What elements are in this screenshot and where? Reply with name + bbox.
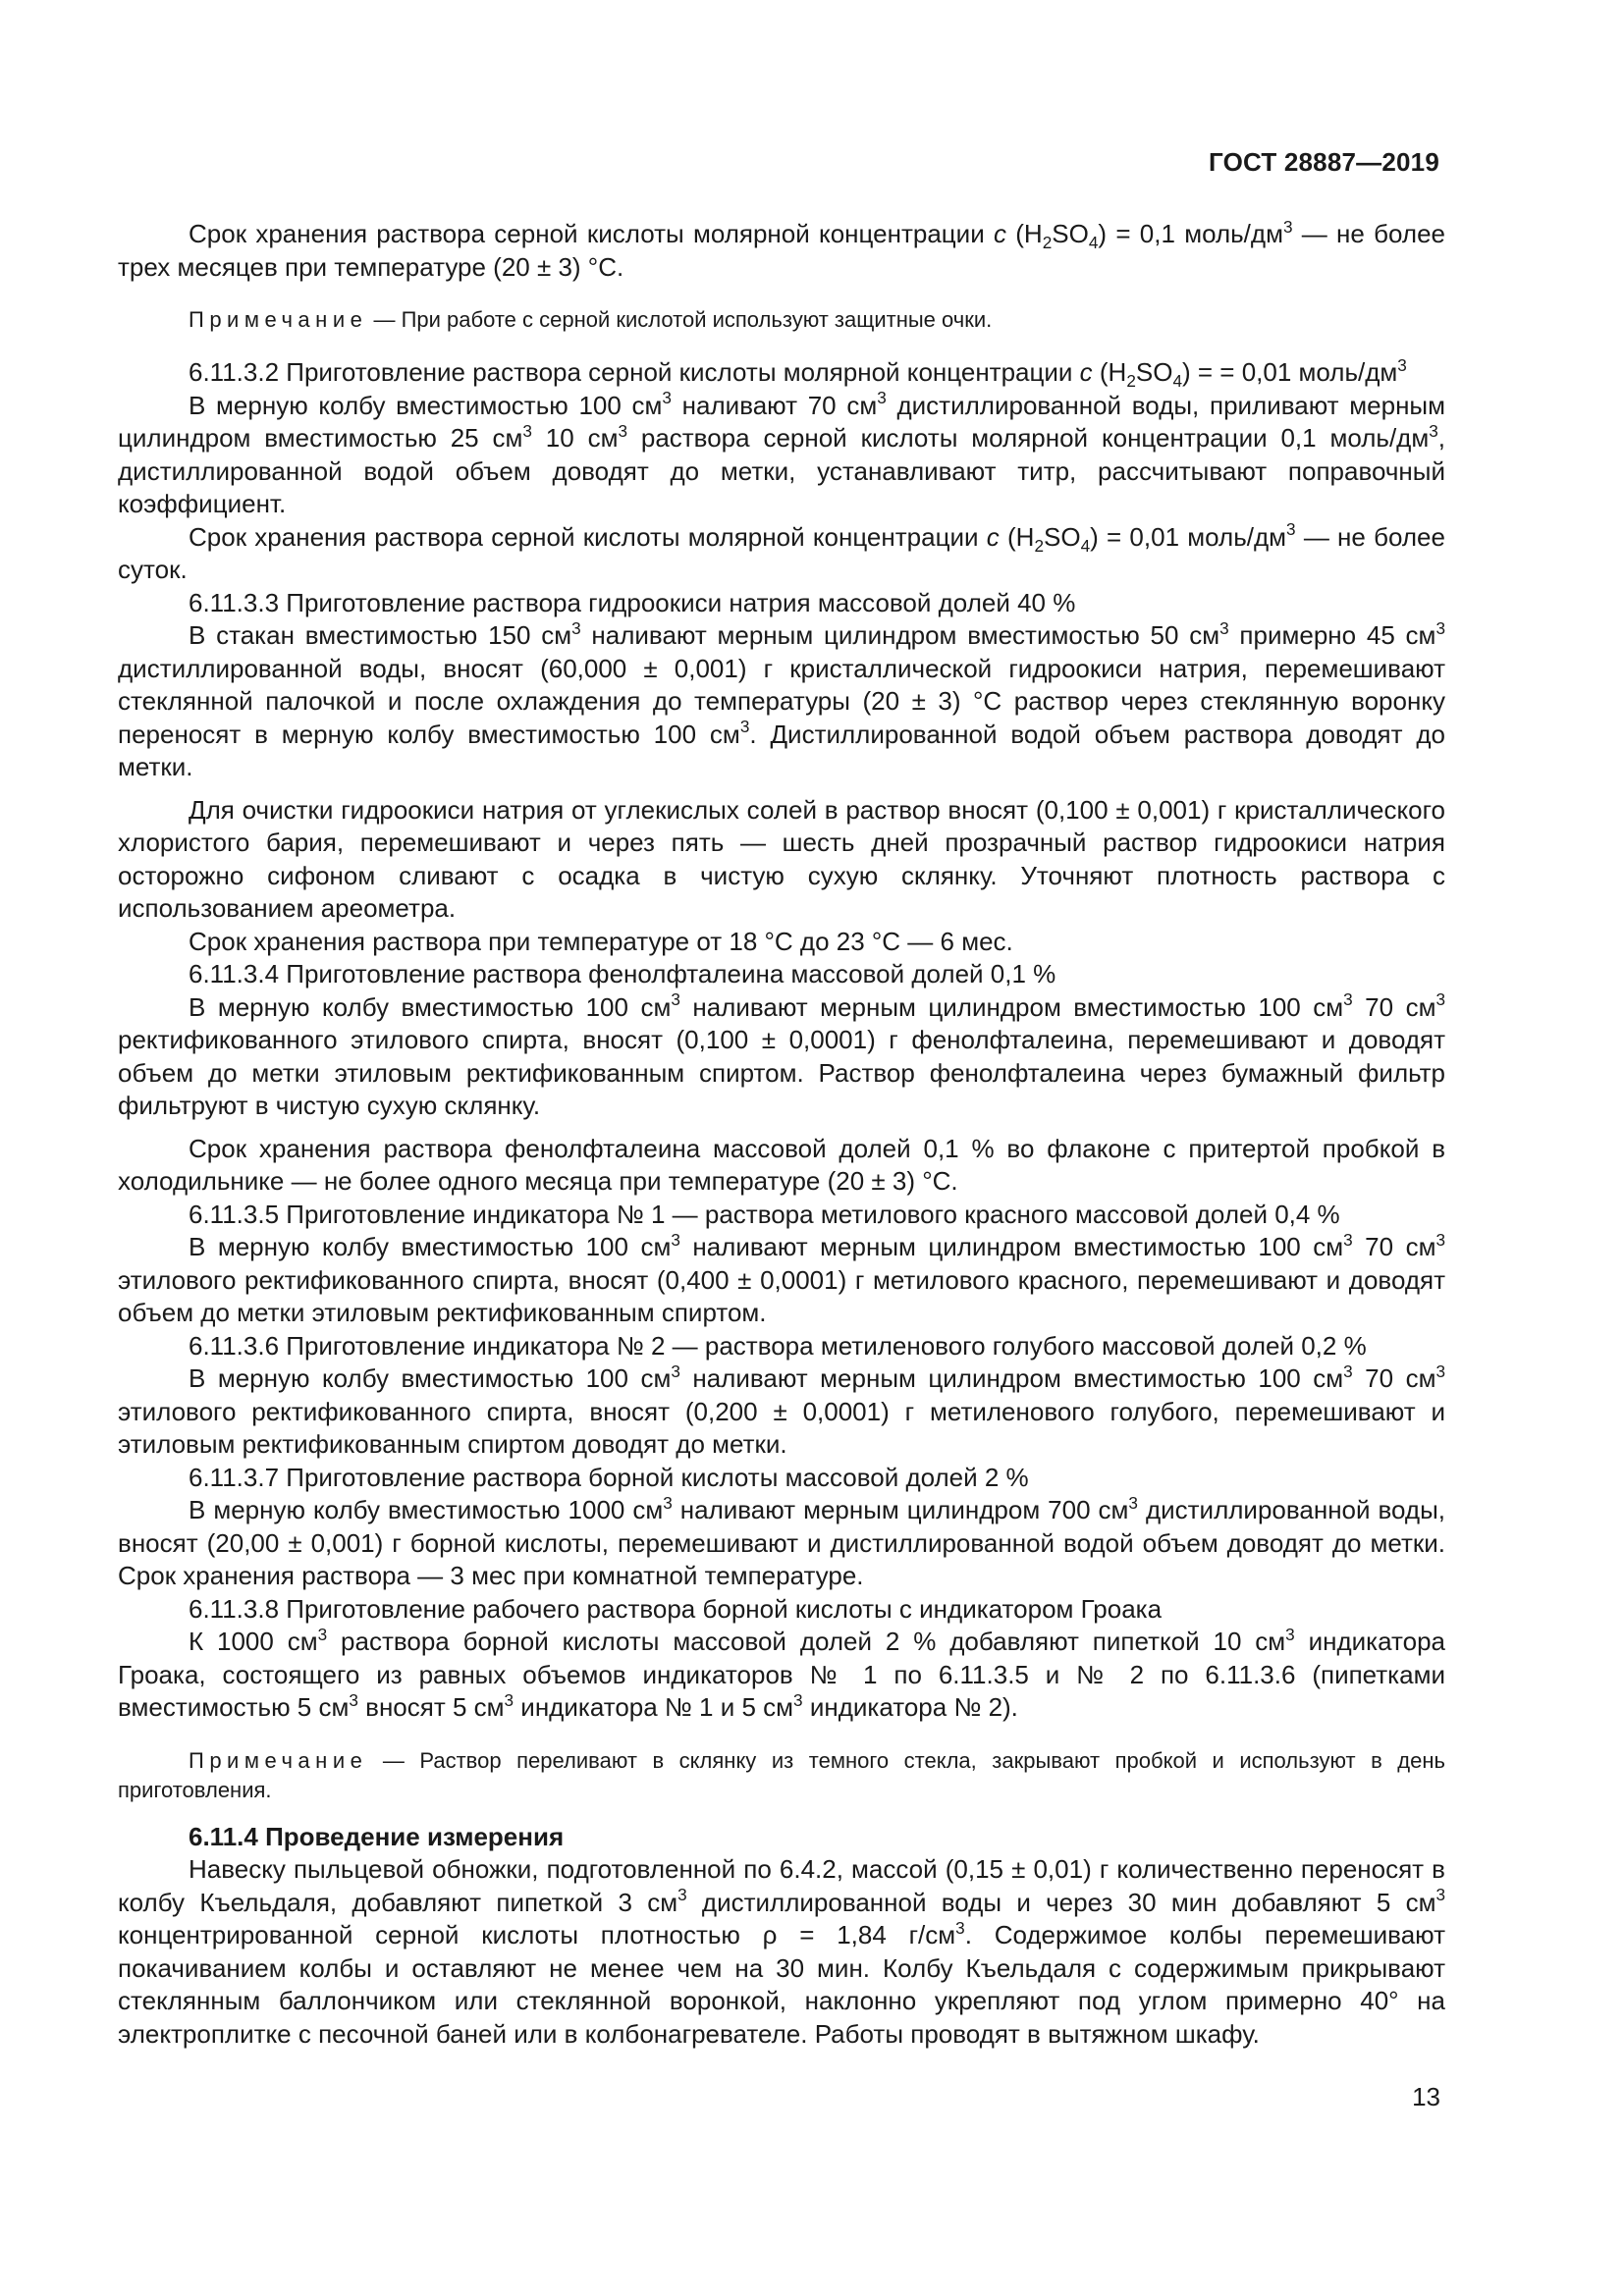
paragraph-6-11-3-6: 6.11.3.6 Приготовление индикатора № 2 — раствора метиленового голубого массовой долей 0,2 % — [189, 1330, 1367, 1361]
page-body — [118, 218, 1445, 2051]
note-label: Примечание — [189, 1747, 368, 1773]
paragraph-h2so4-001-procedure: В мерную колбу вместимостью 100 $см^3$ наливают 70 $см^3$ дистиллированной воды, приливают мерным цилиндром вместимостью 25 $см^3$ 10 $см^3$ раствора серной кислоты молярной концентрации 0,1 моль/$дм^3$, дистиллированной водой объем доводят до метки, устанавливают титр, рассчитывают поправочный коэффициент. — [118, 388, 1446, 518]
paragraph-6-11-3-3: 6.11.3.3 Приготовление раствора гидроокиси натрия массовой долей 40 % — [189, 587, 1076, 617]
paragraph-6-11-3-8: 6.11.3.8 Приготовление рабочего раствора борной кислоты с индикатором Гроака — [189, 1593, 1163, 1624]
paragraph-storage-h2so4-001: Срок хранения раствора серной кислоты молярной концентрации c $(H_2SO_4) = 0,01$ моль/$дм^3$ — не более суток. — [118, 519, 1445, 584]
paragraph-measurement-procedure: Навеску пыльцевой обножки, подготовленной по 6.4.2, массой (0,15 ± 0,01) г количественно переносят в колбу Къельдаля, добавляют пипеткой 3 $см^3$ дистиллированной воды и через 30 мин добавляют 5 $см^3$ концентрированной серной кислоты плотностью ρ = 1,84 $г/см^3$. Содержимое колбы перемешивают покачиванием колбы и оставляют не менее чем на 30 мин. Колбу Къельдаля с содержимым прикрывают стеклянным баллончиком или стеклянной воронкой, наклонно укрепляют под углом примерно 40° на электроплитке с песочной баней или в колбонагревателе. Работы проводят в вытяжном шкафу. — [118, 1854, 1446, 2049]
paragraph-naoh-procedure: В стакан вместимостью 150 $см^3$ наливают мерным цилиндром вместимостью 50 $см^3$ примерно 45 $см^3$ дистиллированной воды, вносят (60,000 ± 0,001) г кристаллической гидроокиси натрия, перемешивают стеклянной палочкой и после охлаждения до температуры (20 ± 3) °C раствор через стеклянную воронку переносят в мерную колбу вместимостью 100 $см^3$. Дистиллированной водой объем раствора доводят до метки. — [118, 617, 1445, 781]
paragraph-boric-acid-procedure: В мерную колбу вместимостью 1000 $см^3$ наливают мерным цилиндром 700 $см^3$ дистиллированной воды, вносят (20,00 ± 0,001) г борной кислоты, перемешивают и дистиллированной водой объем доводят до метки. Срок хранения раствора — 3 мес при комнатной температуре. — [118, 1492, 1446, 1590]
paragraph-phenolphthalein-procedure: В мерную колбу вместимостью 100 $см^3$ наливают мерным цилиндром вместимостью 100 $см^3$ 70 $см^3$ ректификованного этилового спирта, вносят (0,100 ± 0,0001) г фенолфталеина, перемешивают и доводят объем до метки этиловым ректификованным спиртом. Раствор фенолфталеина через бумажный фильтр фильтруют в чистую сухую склянку. — [118, 989, 1445, 1120]
paragraph-groak-procedure: К 1000 $см^3$ раствора борной кислоты массовой долей 2 % добавляют пипеткой 10 $см^3$ индикатора Гроака, состоящего из равных объемов индикаторов № 1 по 6.11.3.5 и № 2 по 6.11.3.6 (пипетками вместимостью 5 $см^3$ вносят 5 $см^3$ индикатора № 1 и 5 $см^3$ индикатора № 2). — [118, 1624, 1445, 1722]
paragraph-naoh-storage: Срок хранения раствора при температуре от 18 °C до 23 °C — 6 мес. — [189, 926, 1013, 956]
paragraph-indicator-2-procedure: В мерную колбу вместимостью 100 $см^3$ наливают мерным цилиндром вместимостью 100 $см^3$ 70 $см^3$ этилового ректификованного спирта, вносят (0,200 ± 0,0001) г метиленового голубого, перемешивают и этиловым ректификованным спиртом доводят до метки. — [118, 1361, 1445, 1459]
paragraph-6-11-3-5: 6.11.3.5 Приготовление индикатора № 1 — раствора метилового красного массовой долей 0,4 % — [189, 1199, 1340, 1229]
paragraph-indicator-1-procedure: В мерную колбу вместимостью 100 $см^3$ наливают мерным цилиндром вместимостью 100 $см^3$ 70 $см^3$ этилового ректификованного спирта, вносят (0,400 ± 0,0001) г метилового красного, перемешивают и доводят объем до метки этиловым ректификованным спиртом. — [118, 1229, 1445, 1327]
note-dark-glass: Примечание — Раствор переливают в склянку из темного стекла, закрывают пробкой и используют в день приготовления. — [118, 1747, 1445, 1802]
paragraph-storage-h2so4-01: Срок хранения раствора серной кислоты молярной концентрации c $(H_2SO_4) = 0,1$ моль/$дм^3$ — не более трех месяцев при температуре (20 ± 3) °C. — [118, 216, 1445, 282]
page-number: 13 — [1412, 2082, 1440, 2111]
note-label: Примечание — [189, 307, 368, 332]
paragraph-naoh-purification: Для очистки гидроокиси натрия от углекислых солей в раствор вносят (0,100 ± 0,001) г кристаллического хлористого бария, перемешивают и через пять — шесть дней прозрачный раствор гидроокиси натрия осторожно сифоном сливают с осадка в чистую сухую склянку. Уточняют плотность раствора с использованием ареометра. — [118, 794, 1445, 923]
paragraph-phenolphthalein-storage: Срок хранения раствора фенолфталеина массовой долей 0,1 % во флаконе с притертой пробкой в холодильнике — не более одного месяца при температуре (20 ± 3) °C. — [118, 1133, 1445, 1196]
note-safety-glasses: Примечание — При работе с серной кислотой используют защитные очки. — [189, 307, 993, 332]
paragraph-6-11-3-2: 6.11.3.2 Приготовление раствора серной кислоты молярной концентрации c $(H_2SO_4)$ = = 0,01 моль/$дм^3$ — [189, 354, 1407, 392]
paragraph-6-11-3-4: 6.11.3.4 Приготовление раствора фенолфталеина массовой долей 0,1 % — [189, 959, 1056, 988]
section-title-6-11-4: 6.11.4 Проведение измерения — [189, 1821, 565, 1851]
paragraph-6-11-3-7: 6.11.3.7 Приготовление раствора борной кислоты массовой долей 2 % — [189, 1462, 1029, 1492]
document-code: ГОСТ 28887—2019 — [1209, 147, 1439, 177]
